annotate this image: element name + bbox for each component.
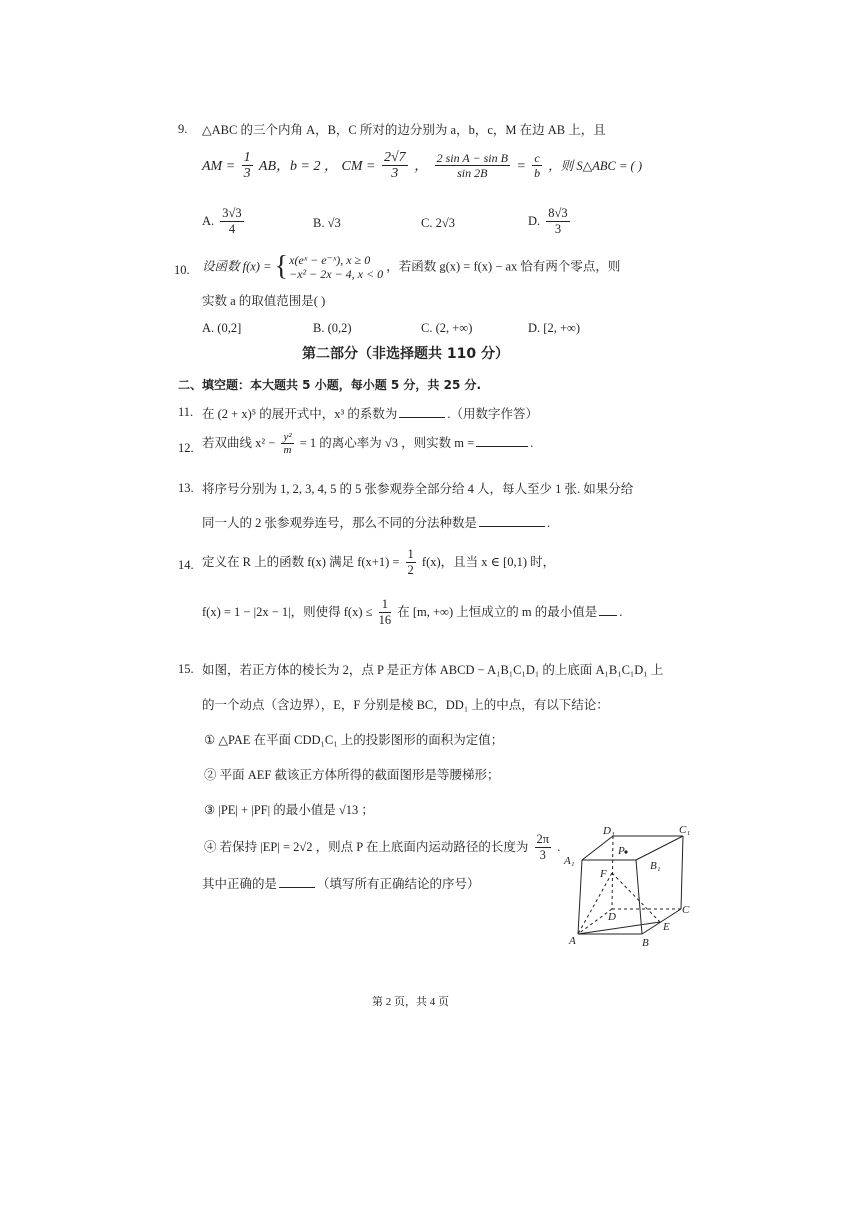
q9-option-c: C. 2√3 bbox=[421, 216, 455, 230]
label-d: D bbox=[608, 911, 616, 923]
q14-line1: 定义在 R 上的函数 f(x) 满足 f(x+1) = $\frac{1}{2}$ f(x)，且当 x ∈ [0,1) 时， bbox=[202, 547, 556, 577]
page-footer: 第 2 页，共 4 页 bbox=[372, 996, 449, 1008]
q9-number: 9. bbox=[178, 122, 188, 136]
q15-item1: ① △PAE 在平面 CDD₁C₁ 上的投影图形的面积为定值； bbox=[204, 733, 504, 747]
label-p: P bbox=[618, 845, 625, 857]
q14-line2: f(x) = 1 − |2x − 1|，则使得 f(x) ≤ $\frac{1}{16}$ 在 [m, +∞) 上恒成立的 m 的最小值是 . bbox=[202, 597, 623, 627]
q13-answer-blank[interactable] bbox=[479, 514, 545, 527]
q11-answer-blank[interactable] bbox=[399, 405, 445, 418]
q10-stem: 设函数 f(x) = {x(eˣ − e⁻ˣ), x ≥ 0 −x² − 2x − 4, x < 0 ，若函数 g(x) = f(x) − ax 恰有两个零点，则 bbox=[202, 251, 621, 283]
q9-stem: △ABC 的三个内角 A，B，C 所对的边分别为 a，b，c，M 在边 AB 上，且 bbox=[202, 123, 606, 137]
q9-conditions: AM = $\frac{1}{3}$ AB，b = 2 ， CM = $\frac{2√7}{3}$ ， $\frac{\text{2 sin A − sin B}}{\sin 2B}$ = $\frac{c}{b}$ ，则 S△ABC = ( ) bbox=[202, 150, 642, 182]
q12-answer-blank[interactable] bbox=[476, 434, 528, 447]
label-e: E bbox=[663, 921, 670, 933]
cube-figure bbox=[555, 822, 705, 952]
q15-line2: 的一个动点（含边界），E，F 分别是棱 BC，DD₁ 上的中点，有以下结论： bbox=[202, 698, 609, 712]
q14-answer-blank[interactable] bbox=[599, 603, 617, 616]
q15-number: 15. bbox=[178, 662, 194, 676]
point-p-dot bbox=[624, 850, 627, 853]
q10-number: 10. bbox=[174, 263, 190, 277]
q10-option-a: A. (0,2] bbox=[202, 321, 242, 335]
label-f: F bbox=[600, 868, 607, 880]
q13-number: 13. bbox=[178, 481, 194, 495]
q9-option-b: B. √3 bbox=[313, 216, 341, 230]
label-c: C bbox=[682, 904, 690, 916]
label-d1: D₁ bbox=[603, 825, 615, 837]
q15-line1: 如图，若正方体的棱长为 2，点 P 是正方体 ABCD − A₁B₁C₁D₁ 的上底面 A₁B₁C₁D₁ 上 bbox=[202, 663, 664, 677]
q15-answer-blank[interactable] bbox=[279, 875, 315, 888]
q10-option-b: B. (0,2) bbox=[313, 321, 352, 335]
q13-line2: 同一人的 2 张参观券连号，那么不同的分法种数是 . bbox=[202, 516, 551, 530]
q9-option-a: A. $\frac{3√3}{4}$ bbox=[202, 206, 242, 236]
q12-text: 若双曲线 x² − $\frac{\text{y²}}{m}$ = 1 的离心率为 √3 ，则实数 m = . bbox=[202, 431, 534, 457]
q14-number: 14. bbox=[178, 558, 194, 572]
q12-number: 12. bbox=[178, 441, 194, 455]
q10-line2: 实数 a 的取值范围是( ) bbox=[202, 294, 326, 308]
q11-number: 11. bbox=[178, 405, 194, 419]
label-b: B bbox=[642, 937, 649, 949]
q15-item2: ② 平面 AEF 截该正方体所得的截面图形是等腰梯形； bbox=[204, 768, 500, 782]
label-a: A bbox=[569, 935, 576, 947]
q13-line1: 将序号分别为 1, 2, 3, 4, 5 的 5 张参观券全部分给 4 人，每人至少 1 张. 如果分给 bbox=[202, 482, 634, 496]
q10-option-c: C. (2, +∞) bbox=[421, 321, 473, 335]
label-a1: A₁ bbox=[564, 855, 575, 867]
label-c1: C₁ bbox=[679, 824, 691, 836]
section2-header: 二、填空题：本大题共 5 小题，每小题 5 分，共 25 分. bbox=[178, 378, 482, 392]
part2-title: 第二部分（非选择题共 110 分） bbox=[302, 346, 509, 362]
q15-ask: 其中正确的是 （填写所有正确结论的序号） bbox=[202, 877, 480, 891]
q9-option-d: D. $\frac{8√3}{3}$ bbox=[528, 206, 568, 236]
label-b1: B₁ bbox=[650, 860, 661, 872]
q11-text: 在 (2 + x)⁵ 的展开式中，x³ 的系数为 .（用数字作答） bbox=[202, 407, 538, 421]
q10-option-d: D. [2, +∞) bbox=[528, 321, 581, 335]
q15-item4: ④ 若保持 |EP| = 2√2 ，则点 P 在上底面内运动路径的长度为 $\frac{2\pi}{3}$ . bbox=[204, 832, 561, 862]
q15-item3: ③ |PE| + |PF| 的最小值是 √13 ； bbox=[204, 803, 374, 817]
